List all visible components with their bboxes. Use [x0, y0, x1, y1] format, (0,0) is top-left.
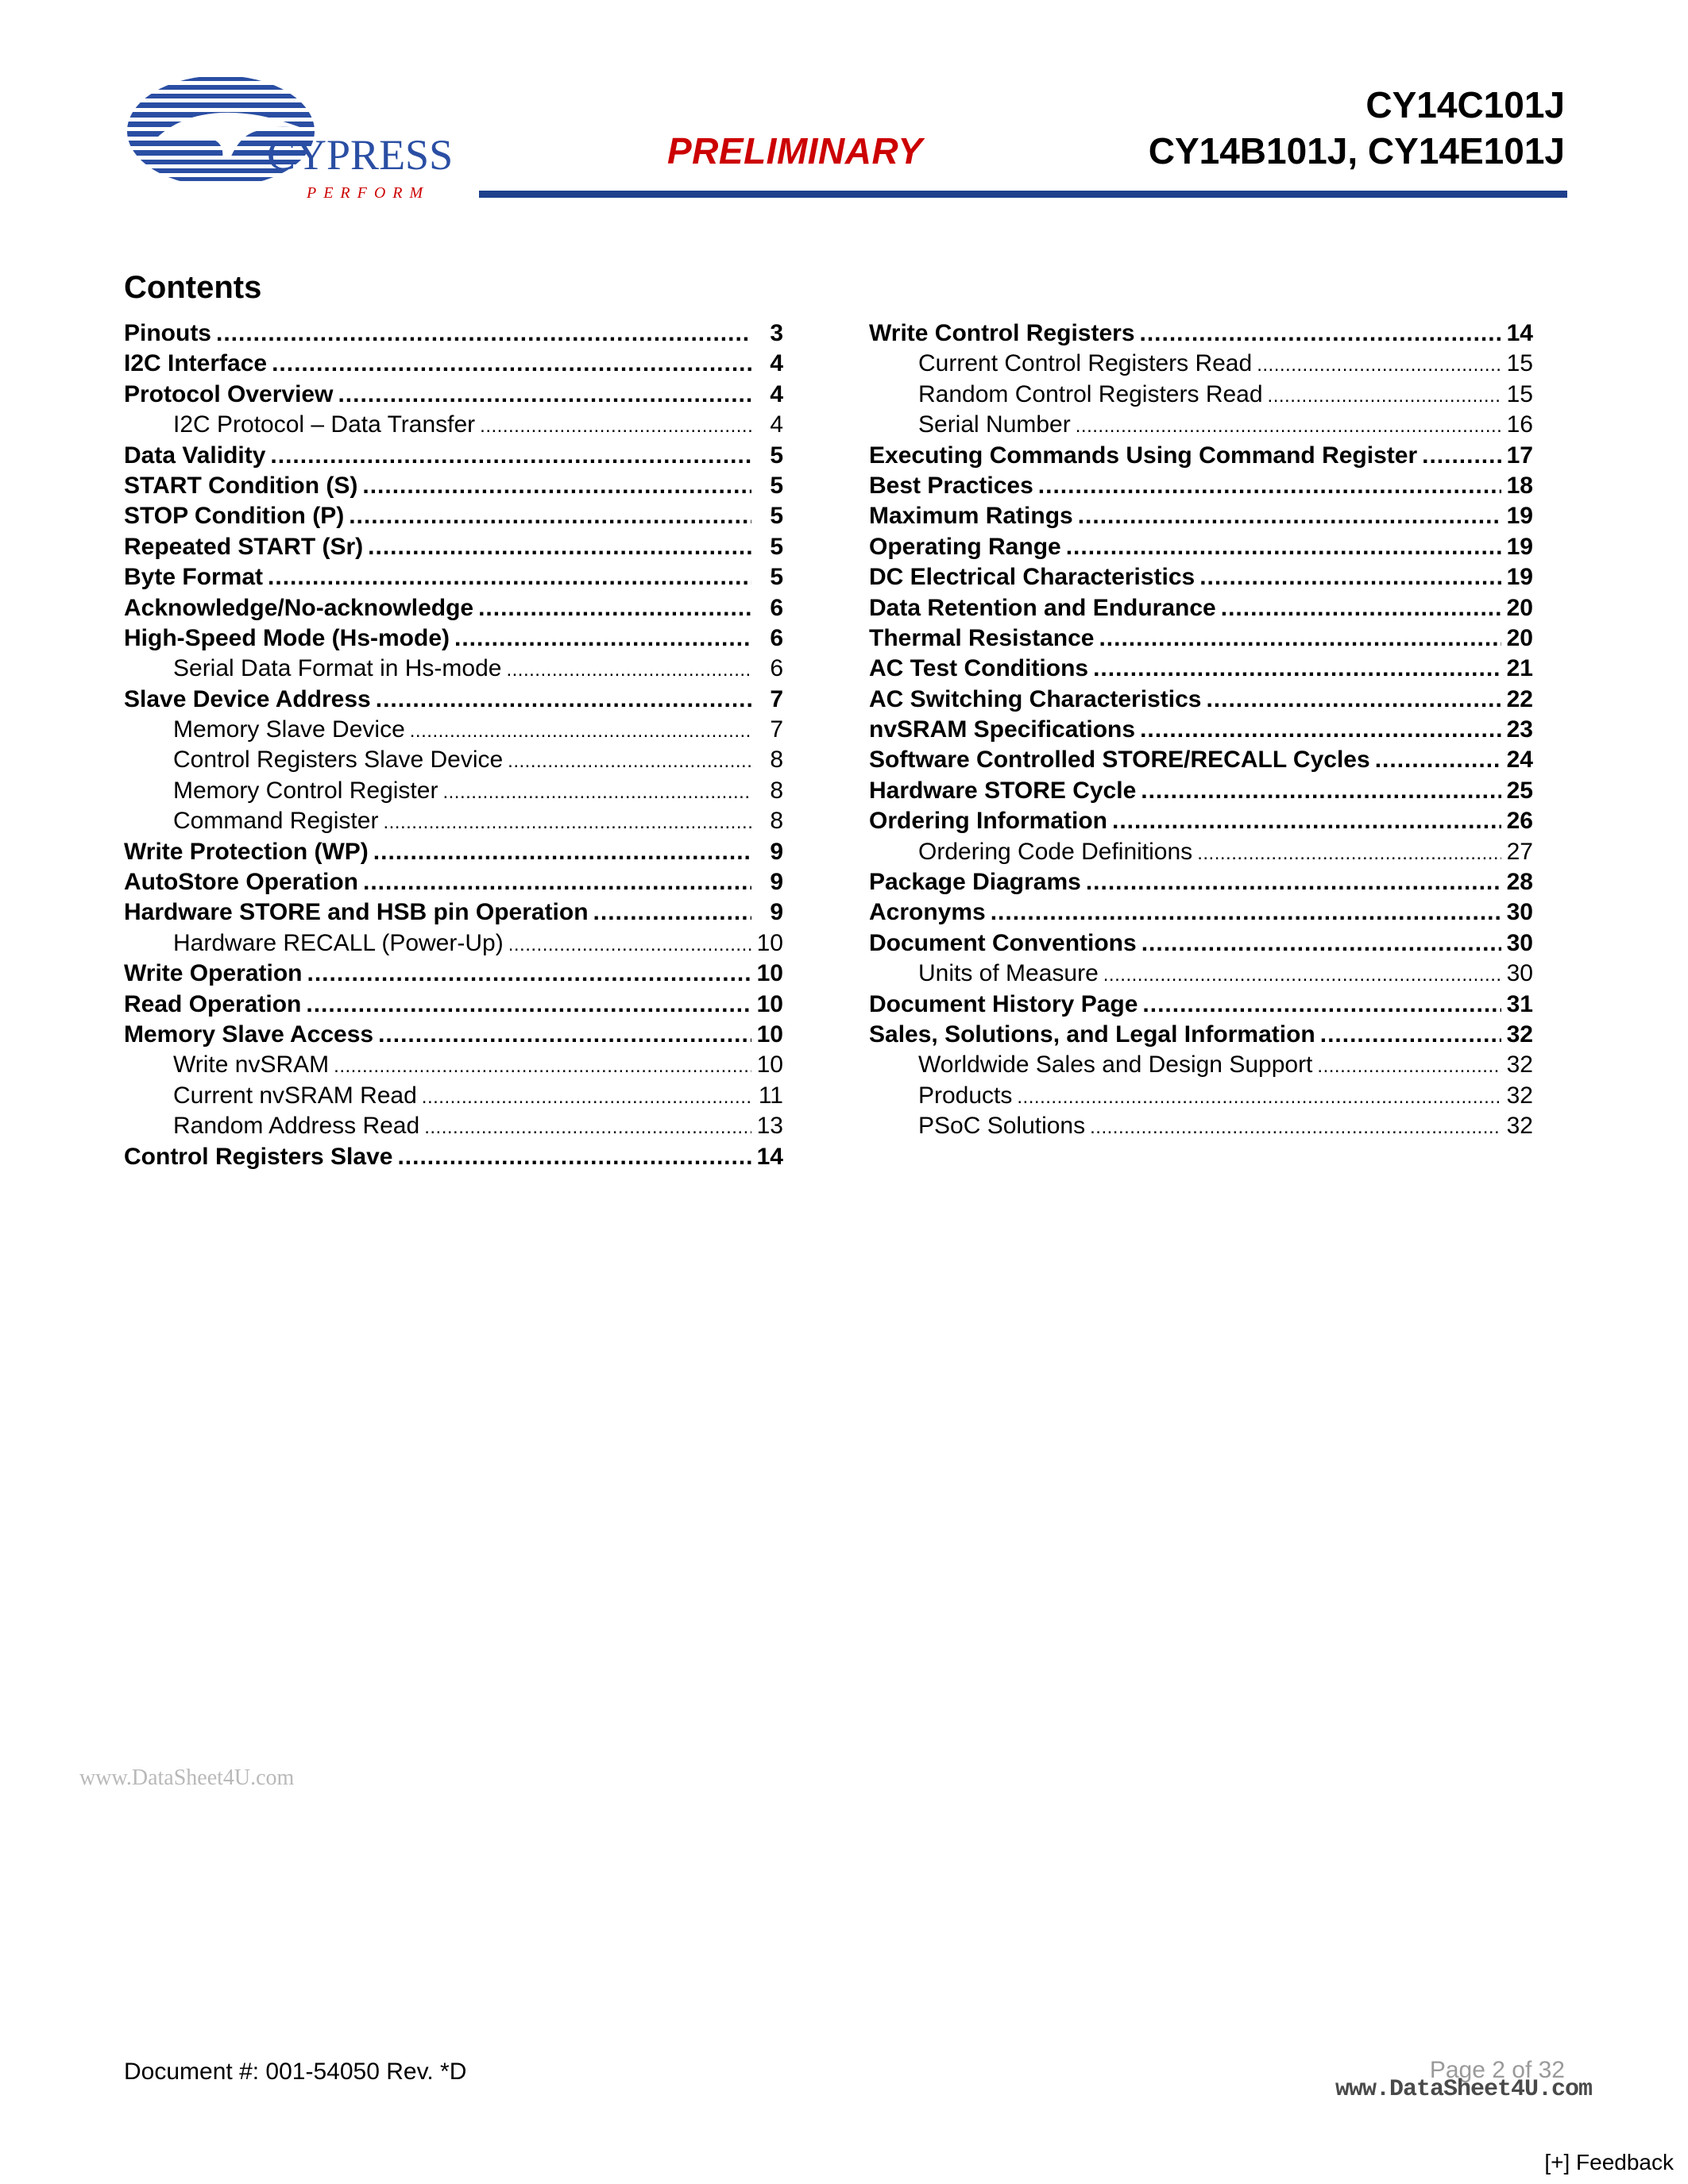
toc-entry-title: Hardware STORE Cycle: [869, 777, 1137, 804]
toc-dot-leader: [349, 501, 751, 531]
toc-entry-title: Write Control Registers: [869, 320, 1135, 346]
toc-entry[interactable]: [869, 776, 1533, 806]
toc-dot-leader: [1090, 1111, 1501, 1143]
part-number-secondary: CY14B101J, CY14E101J: [1148, 130, 1565, 172]
toc-dot-leader: [991, 897, 1501, 928]
watermark-bottom: www.DataSheet4U.com: [1335, 2076, 1593, 2103]
toc-dot-leader: [362, 471, 751, 501]
logo-tagline: PERFORM: [307, 184, 431, 202]
toc-entry-page: 21: [1506, 655, 1533, 682]
toc-entry-title: Ordering Code Definitions: [918, 838, 1193, 865]
toc-entry[interactable]: [869, 745, 1533, 775]
toc-entry-page: 25: [1506, 777, 1533, 804]
toc-dot-leader: [383, 806, 751, 838]
toc-entry-page: 5: [770, 564, 783, 591]
feedback-link[interactable]: [+] Feedback: [1544, 2150, 1674, 2174]
toc-dot-leader: [1099, 623, 1501, 654]
toc-dot-leader: [454, 623, 751, 654]
cypress-logo: [126, 75, 451, 203]
toc-entry-title: Slave Device Address: [124, 685, 371, 712]
toc-entry-title: Serial Number: [918, 411, 1071, 438]
toc-entry-page: 14: [1506, 320, 1533, 346]
toc-entry-title: Document Conventions: [869, 929, 1137, 956]
toc-entry-page: 10: [756, 1021, 783, 1048]
toc-dot-leader: [1268, 380, 1501, 411]
toc-entry-page: 19: [1506, 564, 1533, 591]
toc-entry-page: 10: [756, 990, 783, 1017]
preliminary-label: PRELIMINARY: [667, 130, 923, 172]
toc-entry[interactable]: [869, 532, 1533, 562]
toc-entry-page: 31: [1506, 990, 1533, 1017]
toc-dot-leader: [306, 990, 751, 1020]
toc-entry-page: 6: [770, 624, 783, 651]
toc-entry-page: 30: [1506, 899, 1533, 926]
toc-entry-title: Acknowledge/No-acknowledge: [124, 594, 474, 621]
toc-dot-leader: [1076, 410, 1501, 442]
toc-entry-page: 14: [756, 1143, 783, 1170]
toc-entry[interactable]: [869, 654, 1533, 684]
toc-entry-page: 20: [1506, 624, 1533, 651]
toc-entry-title: Sales, Solutions, and Legal Information: [869, 1021, 1315, 1048]
toc-entry-page: 32: [1506, 1113, 1533, 1140]
toc-entry[interactable]: [869, 715, 1533, 745]
toc-entry-page: 15: [1506, 350, 1533, 377]
toc-dot-leader: [397, 1142, 751, 1172]
toc-entry[interactable]: [869, 441, 1533, 471]
toc-entry[interactable]: [869, 1020, 1533, 1050]
toc-entry-title: Read Operation: [124, 990, 302, 1017]
toc-dot-leader: [1093, 654, 1501, 684]
toc-entry-title: AutoStore Operation: [124, 869, 359, 896]
toc-entry-title: Memory Slave Access: [124, 1021, 374, 1048]
toc-entry-page: 32: [1506, 1021, 1533, 1048]
toc-entry[interactable]: [869, 1050, 1533, 1080]
toc-dot-leader: [378, 1020, 751, 1050]
toc-entry[interactable]: [124, 441, 783, 471]
toc-entry-page: 8: [770, 777, 783, 804]
toc-entry-page: 32: [1506, 1082, 1533, 1109]
toc-entry-page: 22: [1506, 685, 1533, 712]
toc-entry-title: Thermal Resistance: [869, 624, 1095, 651]
toc-entry-title: AC Switching Characteristics: [869, 685, 1202, 712]
toc-left-column: [124, 318, 783, 1172]
toc-entry[interactable]: [124, 471, 783, 501]
toc-entry[interactable]: [124, 959, 783, 989]
toc-dot-leader: [1257, 349, 1501, 380]
toc-entry-title: Write nvSRAM: [173, 1051, 330, 1078]
toc-entry-title: Byte Format: [124, 564, 264, 591]
toc-entry[interactable]: [869, 897, 1533, 928]
toc-dot-leader: [424, 1111, 751, 1143]
toc-entry-title: Memory Slave Device: [173, 716, 405, 743]
toc-entry-title: I2C Interface: [124, 350, 268, 377]
toc-entry-title: Software Controlled STORE/RECALL Cycles: [869, 747, 1370, 774]
toc-entry[interactable]: [869, 806, 1533, 836]
toc-dot-leader: [338, 380, 751, 410]
toc-dot-leader: [422, 1081, 751, 1113]
toc-entry[interactable]: [124, 897, 783, 928]
toc-entry[interactable]: [124, 745, 783, 775]
toc-entry-page: 16: [1506, 411, 1533, 438]
toc-entry-page: 8: [770, 808, 783, 835]
toc-entry-title: Protocol Overview: [124, 380, 334, 407]
toc-entry-title: Worldwide Sales and Design Support: [918, 1051, 1313, 1078]
toc-entry-page: 7: [770, 685, 783, 712]
toc-entry[interactable]: [124, 928, 783, 959]
toc-dot-leader: [506, 654, 751, 685]
toc-entry-page: 15: [1506, 380, 1533, 407]
toc-entry[interactable]: [869, 1111, 1533, 1141]
toc-entry[interactable]: [124, 867, 783, 897]
toc-entry[interactable]: [869, 1081, 1533, 1111]
toc-dot-leader: [1375, 745, 1501, 775]
toc-entry-page: 23: [1506, 716, 1533, 743]
toc-dot-leader: [1112, 806, 1501, 836]
toc-entry-page: 26: [1506, 808, 1533, 835]
part-number-primary: CY14C101J: [1365, 84, 1565, 125]
toc-dot-leader: [508, 745, 751, 777]
toc-dot-leader: [376, 685, 751, 715]
toc-dot-leader: [216, 318, 751, 349]
toc-entry[interactable]: [124, 532, 783, 562]
toc-dot-leader: [363, 867, 751, 897]
document-number: Document #: 001-54050 Rev. *D: [124, 2059, 467, 2085]
toc-entry[interactable]: [124, 685, 783, 715]
toc-dot-leader: [508, 928, 751, 960]
toc-entry-page: 5: [770, 442, 783, 469]
toc-entry[interactable]: [869, 928, 1533, 959]
toc-dot-leader: [1206, 685, 1501, 715]
toc-entry-title: START Condition (S): [124, 472, 358, 499]
toc-entry-page: 30: [1506, 960, 1533, 987]
toc-entry[interactable]: [124, 623, 783, 654]
toc-entry-page: 28: [1506, 869, 1533, 896]
toc-entry-title: Memory Control Register: [173, 777, 438, 804]
toc-entry-title: Control Registers Slave: [124, 1143, 393, 1170]
toc-entry[interactable]: [124, 380, 783, 410]
toc-entry-title: Current Control Registers Read: [918, 350, 1253, 377]
header-rule: [479, 191, 1567, 198]
toc-dot-leader: [478, 593, 751, 623]
toc-entry-title: Document History Page: [869, 990, 1138, 1017]
toc-entry-title: Acronyms: [869, 899, 986, 926]
toc-dot-leader: [268, 562, 751, 592]
toc-entry-title: Random Control Registers Read: [918, 380, 1263, 407]
toc-entry[interactable]: [124, 1020, 783, 1050]
toc-entry-page: 6: [770, 655, 783, 682]
toc-dot-leader: [1103, 959, 1501, 990]
toc-entry-title: Serial Data Format in Hs-mode: [173, 655, 502, 682]
toc-dot-leader: [480, 410, 751, 442]
toc-dot-leader: [270, 441, 751, 471]
toc-entry[interactable]: [869, 410, 1533, 440]
toc-entry[interactable]: [869, 471, 1533, 501]
toc-entry-page: 5: [770, 503, 783, 530]
logo-brand: CYPRESS: [267, 131, 451, 179]
toc-entry-title: Ordering Information: [869, 808, 1107, 835]
toc-entry[interactable]: [869, 593, 1533, 623]
toc-dot-leader: [1142, 990, 1501, 1020]
toc-right-column: [869, 318, 1533, 1142]
watermark-mid: www.DataSheet4U.com: [79, 1765, 295, 1790]
toc-entry-page: 17: [1506, 442, 1533, 469]
toc-entry-page: 30: [1506, 929, 1533, 956]
toc-entry[interactable]: [869, 380, 1533, 410]
toc-entry-page: 5: [770, 472, 783, 499]
toc-entry-title: Current nvSRAM Read: [173, 1082, 417, 1109]
toc-entry[interactable]: [124, 318, 783, 349]
toc-entry-title: Repeated START (Sr): [124, 533, 364, 560]
toc-entry-page: 9: [770, 838, 783, 865]
toc-entry-title: PSoC Solutions: [918, 1113, 1086, 1140]
toc-entry-title: AC Test Conditions: [869, 655, 1089, 682]
toc-entry-title: DC Electrical Characteristics: [869, 564, 1196, 591]
cypress-globe-icon: [126, 75, 451, 203]
toc-entry-page: 8: [770, 747, 783, 774]
toc-entry-title: Package Diagrams: [869, 869, 1081, 896]
toc-entry[interactable]: [869, 623, 1533, 654]
toc-dot-leader: [1317, 1050, 1501, 1082]
toc-entry-title: Random Address Read: [173, 1113, 420, 1140]
toc-entry[interactable]: [124, 715, 783, 745]
toc-entry-title: Hardware STORE and HSB pin Operation: [124, 899, 589, 926]
page-number: Page 2 of 32: [1429, 2057, 1565, 2083]
toc-entry[interactable]: [869, 562, 1533, 592]
toc-entry-page: 3: [770, 320, 783, 346]
toc-dot-leader: [368, 532, 751, 562]
toc-entry-title: I2C Protocol – Data Transfer: [173, 411, 476, 438]
toc-dot-leader: [272, 349, 751, 379]
toc-entry-page: 18: [1506, 472, 1533, 499]
toc-entry-title: Data Retention and Endurance: [869, 594, 1216, 621]
toc-entry[interactable]: [124, 593, 783, 623]
toc-entry-page: 10: [756, 1051, 783, 1078]
toc-entry-title: Control Registers Slave Device: [173, 747, 504, 774]
toc-entry[interactable]: [869, 349, 1533, 379]
toc-entry-title: Hardware RECALL (Power-Up): [173, 929, 504, 956]
toc-entry[interactable]: [124, 654, 783, 684]
toc-dot-leader: [1140, 318, 1502, 349]
toc-entry-title: Best Practices: [869, 472, 1033, 499]
toc-dot-leader: [1422, 441, 1501, 471]
toc-entry[interactable]: [124, 1050, 783, 1080]
toc-dot-leader: [1197, 837, 1501, 869]
toc-dot-leader: [1140, 715, 1501, 745]
toc-entry[interactable]: [124, 1111, 783, 1141]
toc-entry-title: Pinouts: [124, 320, 211, 346]
toc-entry[interactable]: [124, 776, 783, 806]
toc-entry-title: Operating Range: [869, 533, 1061, 560]
toc-dot-leader: [1066, 532, 1501, 562]
toc-entry[interactable]: [124, 501, 783, 531]
toc-entry[interactable]: [124, 990, 783, 1020]
toc-entry-page: 6: [770, 594, 783, 621]
contents-heading: Contents: [124, 270, 262, 305]
toc-dot-leader: [1141, 776, 1501, 806]
toc-dot-leader: [1199, 562, 1501, 592]
toc-entry[interactable]: [869, 501, 1533, 531]
toc-entry-page: 32: [1506, 1051, 1533, 1078]
toc-entry[interactable]: [869, 318, 1533, 349]
toc-dot-leader: [307, 959, 751, 989]
toc-dot-leader: [593, 897, 751, 928]
toc-entry-title: Products: [918, 1082, 1013, 1109]
toc-dot-leader: [334, 1050, 751, 1082]
toc-dot-leader: [1221, 593, 1501, 623]
toc-entry[interactable]: [124, 1142, 783, 1172]
toc-entry-page: 13: [756, 1113, 783, 1140]
toc-entry-page: 10: [756, 960, 783, 987]
toc-entry-page: 4: [770, 350, 783, 377]
toc-entry-title: Units of Measure: [918, 960, 1099, 987]
toc-entry[interactable]: [124, 410, 783, 440]
toc-entry-page: 27: [1506, 838, 1533, 865]
toc-dot-leader: [1086, 867, 1501, 897]
toc-entry-title: High-Speed Mode (Hs-mode): [124, 624, 450, 651]
toc-dot-leader: [1141, 928, 1501, 959]
toc-entry[interactable]: [124, 806, 783, 836]
toc-entry[interactable]: [124, 1081, 783, 1111]
toc-dot-leader: [1038, 471, 1501, 501]
toc-dot-leader: [1078, 501, 1501, 531]
toc-entry-title: Command Register: [173, 808, 379, 835]
toc-dot-leader: [410, 715, 751, 747]
toc-entry[interactable]: [869, 837, 1533, 867]
toc-entry[interactable]: [869, 959, 1533, 989]
toc-entry-page: 4: [770, 380, 783, 407]
toc-entry[interactable]: [124, 562, 783, 592]
toc-entry-title: Maximum Ratings: [869, 503, 1073, 530]
toc-entry-title: STOP Condition (P): [124, 503, 345, 530]
toc-dot-leader: [373, 837, 751, 867]
toc-entry-page: 4: [770, 411, 783, 438]
toc-entry-page: 9: [770, 869, 783, 896]
toc-entry[interactable]: [869, 685, 1533, 715]
toc-entry-title: Write Protection (WP): [124, 838, 369, 865]
toc-entry-page: 7: [770, 716, 783, 743]
toc-entry-page: 10: [756, 929, 783, 956]
toc-entry[interactable]: [124, 349, 783, 379]
toc-entry-title: Write Operation: [124, 960, 303, 987]
toc-entry-page: 9: [770, 899, 783, 926]
toc-entry-title: Executing Commands Using Command Register: [869, 442, 1418, 469]
toc-entry-page: 19: [1506, 503, 1533, 530]
toc-entry-page: 19: [1506, 533, 1533, 560]
toc-dot-leader: [442, 776, 751, 808]
toc-entry-page: 20: [1506, 594, 1533, 621]
toc-dot-leader: [1320, 1020, 1501, 1050]
toc-entry[interactable]: [869, 990, 1533, 1020]
toc-dot-leader: [1017, 1081, 1501, 1113]
toc-entry[interactable]: [124, 837, 783, 867]
toc-entry-page: 24: [1506, 747, 1533, 774]
toc-entry-title: Data Validity: [124, 442, 266, 469]
toc-entry-page: 11: [758, 1082, 783, 1109]
toc-entry[interactable]: [869, 867, 1533, 897]
toc-entry-title: nvSRAM Specifications: [869, 716, 1136, 743]
toc-entry-page: 5: [770, 533, 783, 560]
